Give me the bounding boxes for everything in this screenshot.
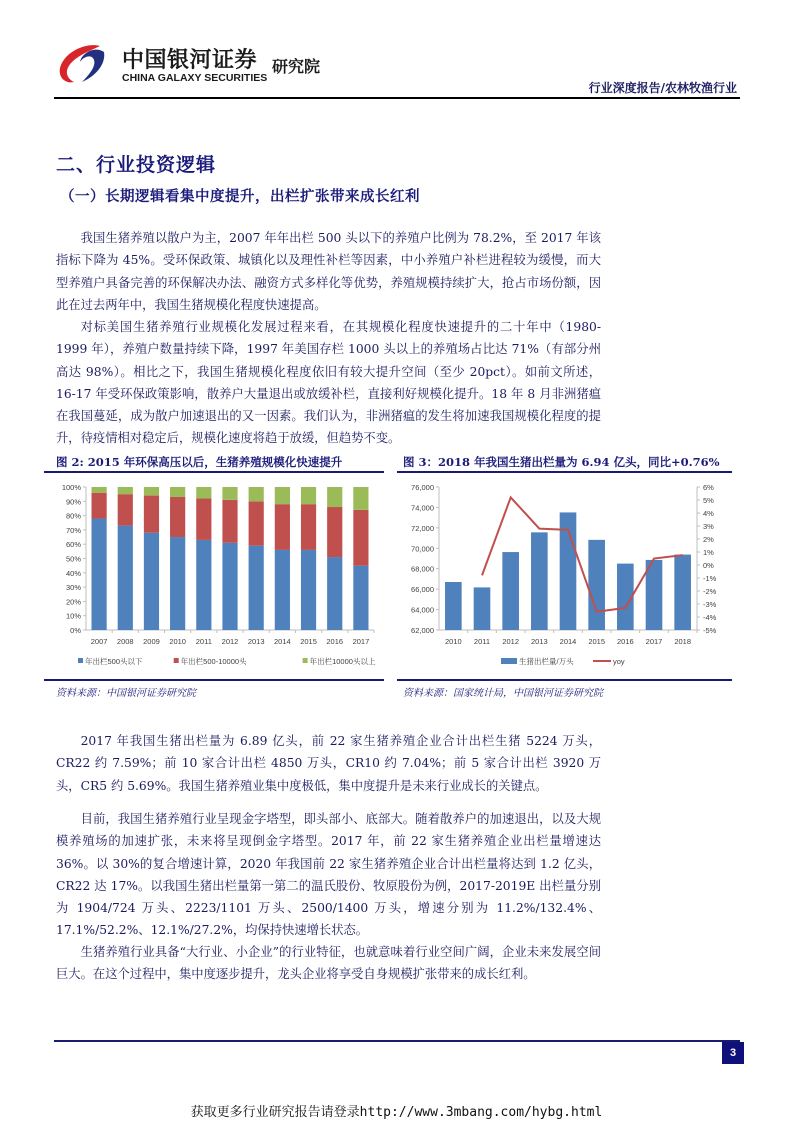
galaxy-logo-icon — [56, 42, 108, 86]
svg-text:6%: 6% — [703, 483, 714, 492]
svg-text:2009: 2009 — [143, 637, 160, 646]
svg-text:-5%: -5% — [703, 626, 717, 635]
figure-2-title: 图 2: 2015 年环保高压以后，生猪养殖规模化快速提升 — [56, 455, 343, 469]
svg-text:-1%: -1% — [703, 574, 717, 583]
svg-text:2014: 2014 — [559, 637, 577, 646]
svg-text:4%: 4% — [703, 509, 714, 518]
logo-institute: 研究院 — [272, 57, 321, 76]
svg-text:2011: 2011 — [473, 637, 491, 646]
paragraph: 我国生猪养殖以散户为主，2007 年年出栏 500 头以下的养殖户比例为 78.2%，至 2017 年该指标下降为 45%。受环保政策、城镇化以及理性补栏等因素，中小养殖户补栏进程较为缓慢，而大型养殖户具备完善的环保解决办法、融资方式多样化等优势，养殖规模持续扩大，抢占市场份额，因此在过去两年中，我国生猪规模化程度快速提高。 — [56, 231, 601, 312]
svg-text:76,000: 76,000 — [411, 483, 434, 492]
section-title: 二、行业投资逻辑 — [56, 154, 217, 176]
figure-2-source-rule — [44, 679, 384, 681]
logo-english-name: CHINA GALAXY SECURITIES — [122, 72, 268, 84]
svg-text:2%: 2% — [703, 535, 714, 544]
figure-3-source: 资料来源：国家统计局，中国银河证券研究院 — [403, 688, 603, 699]
svg-text:2012: 2012 — [502, 637, 520, 646]
svg-text:2017: 2017 — [352, 637, 370, 646]
svg-text:2011: 2011 — [195, 637, 212, 646]
svg-text:2010: 2010 — [444, 637, 462, 646]
svg-text:2008: 2008 — [116, 637, 134, 646]
paragraph: 目前，我国生猪养殖行业呈现金字塔型，即头部小、底部大。随着散养户的加速退出，以及大规模养殖场的加速扩张，未来将呈现倒金字塔型。2017 年，前 22 家生猪养殖企业出栏量增速达 36%。以 30%的复合增速计算，2020 年我国前 22 家生猪养殖企业合计出栏量将达到 1.2 亿头，CR22 达 17%。以我国生猪出栏量第一第二的温氏股份、牧原股份为例，2017-2019E 出栏量分别为 1904/724 万头、2223/1101 万头、2500/1400 万头，增速分别为 11.2%/132.4%、17.1%/52.2%、12.1%/27.2%，均保持快速增长状态。 — [56, 812, 601, 938]
svg-text:2010: 2010 — [169, 637, 186, 646]
svg-text:2014: 2014 — [274, 637, 291, 646]
svg-text:0%: 0% — [70, 626, 81, 635]
hog-output-bar-line-chart — [397, 478, 732, 674]
svg-text:2018: 2018 — [674, 637, 692, 646]
svg-text:72,000: 72,000 — [411, 523, 434, 533]
figure-3-title-rule — [397, 471, 732, 473]
report-type-label: 行业深度报告/农林牧渔行业 — [588, 81, 737, 95]
svg-text:2013: 2013 — [247, 637, 265, 646]
svg-text:年出栏10000头以上: 年出栏10000头以上 — [309, 657, 376, 666]
paragraph: 2017 年我国生猪出栏量为 6.89 亿头，前 22 家生猪养殖企业合计出栏生猪 5224 万头，CR22 约 7.59%；前 10 家合计出栏 4850 万头，CR10 约 7.04%；前 5 家合计出栏 3920 万头，CR5 约 5.69%。我国生猪养殖业集中度极低，集中度提升是未来行业成长的关键点。 — [56, 734, 601, 793]
footer-divider — [54, 1040, 740, 1042]
section-subtitle: （一）长期逻辑看集中度提升，出栏扩张带来成长红利 — [60, 189, 420, 205]
svg-text:68,000: 68,000 — [411, 564, 434, 574]
svg-text:64,000: 64,000 — [411, 605, 434, 615]
svg-text:2012: 2012 — [221, 637, 239, 646]
svg-text:-2%: -2% — [703, 587, 717, 596]
svg-text:90%: 90% — [65, 497, 81, 507]
download-link[interactable]: 获取更多行业研究报告请登录http://www.3mbang.com/hybg.html — [190, 1105, 603, 1120]
svg-text:2013: 2013 — [530, 637, 548, 646]
paragraph: 生猪养殖行业具备“大行业、小企业”的行业特征，也就意味着行业空间广阔，企业未来发展空间巨大。在这个过程中，集中度逐步提升，龙头企业将享受自身规模扩张带来的成长红利。 — [56, 945, 601, 982]
svg-text:1%: 1% — [703, 548, 714, 557]
company-logo — [56, 40, 346, 90]
svg-text:74,000: 74,000 — [411, 503, 434, 513]
svg-text:30%: 30% — [65, 583, 81, 593]
svg-text:2017: 2017 — [645, 637, 663, 646]
svg-text:0%: 0% — [703, 561, 714, 570]
svg-text:70%: 70% — [65, 525, 81, 535]
svg-text:2016: 2016 — [616, 637, 634, 646]
header-divider — [54, 97, 740, 99]
figure-2-title-rule — [44, 471, 384, 473]
svg-text:100%: 100% — [61, 483, 81, 492]
svg-text:2007: 2007 — [90, 637, 108, 646]
svg-text:62,000: 62,000 — [411, 626, 434, 635]
svg-text:年出栏500头以下: 年出栏500头以下 — [85, 657, 143, 666]
svg-text:3%: 3% — [703, 522, 714, 531]
logo-chinese-name: 中国银河证券 — [122, 48, 258, 73]
svg-text:10%: 10% — [65, 611, 81, 621]
svg-text:2015: 2015 — [588, 637, 606, 646]
svg-text:70,000: 70,000 — [411, 544, 434, 554]
svg-text:50%: 50% — [65, 554, 81, 564]
stacked-bar-chart-scale — [44, 478, 384, 674]
svg-text:生猪出栏量/万头: 生猪出栏量/万头 — [519, 657, 574, 666]
page-number: 3 — [722, 1042, 744, 1064]
svg-text:40%: 40% — [65, 568, 81, 578]
svg-text:80%: 80% — [65, 511, 81, 521]
svg-text:-4%: -4% — [703, 613, 717, 622]
svg-text:20%: 20% — [65, 597, 81, 607]
paragraph: 对标美国生猪养殖行业规模化发展过程来看，在其规模化程度快速提升的二十年中（1980-1999 年），养殖户数量持续下降，1997 年美国存栏 1000 头以上的养殖场占比达 71%（有部分州高达 98%）。相比之下，我国生猪规模化程度依旧有较大提升空间（至少 20pct）。如前文所述，16-17 年受环保政策影响，散养户大量退出或放缓补栏，直接利好规模化提升。18 年 8 月非洲猪瘟在我国蔓延，成为散户加速退出的又一因素。我们认为，非洲猪瘟的发生将加速我国规模化程度的提升，待疫情相对稳定后，规模化速度将趋于放缓，但趋势不变。 — [56, 320, 601, 446]
svg-text:yoy: yoy — [613, 657, 625, 666]
figure-3-title: 图 3：2018 年我国生猪出栏量为 6.94 亿头，同比+0.76% — [403, 455, 720, 469]
svg-text:-3%: -3% — [703, 600, 717, 609]
svg-text:66,000: 66,000 — [411, 585, 434, 595]
figure-2-source: 资料来源：中国银河证券研究院 — [56, 688, 196, 699]
svg-text:2016: 2016 — [326, 637, 344, 646]
figure-3-source-rule — [397, 679, 732, 681]
svg-text:2015: 2015 — [300, 637, 317, 646]
svg-text:5%: 5% — [703, 496, 714, 505]
svg-text:60%: 60% — [65, 540, 81, 550]
svg-text:年出栏500-10000头: 年出栏500-10000头 — [180, 657, 247, 666]
